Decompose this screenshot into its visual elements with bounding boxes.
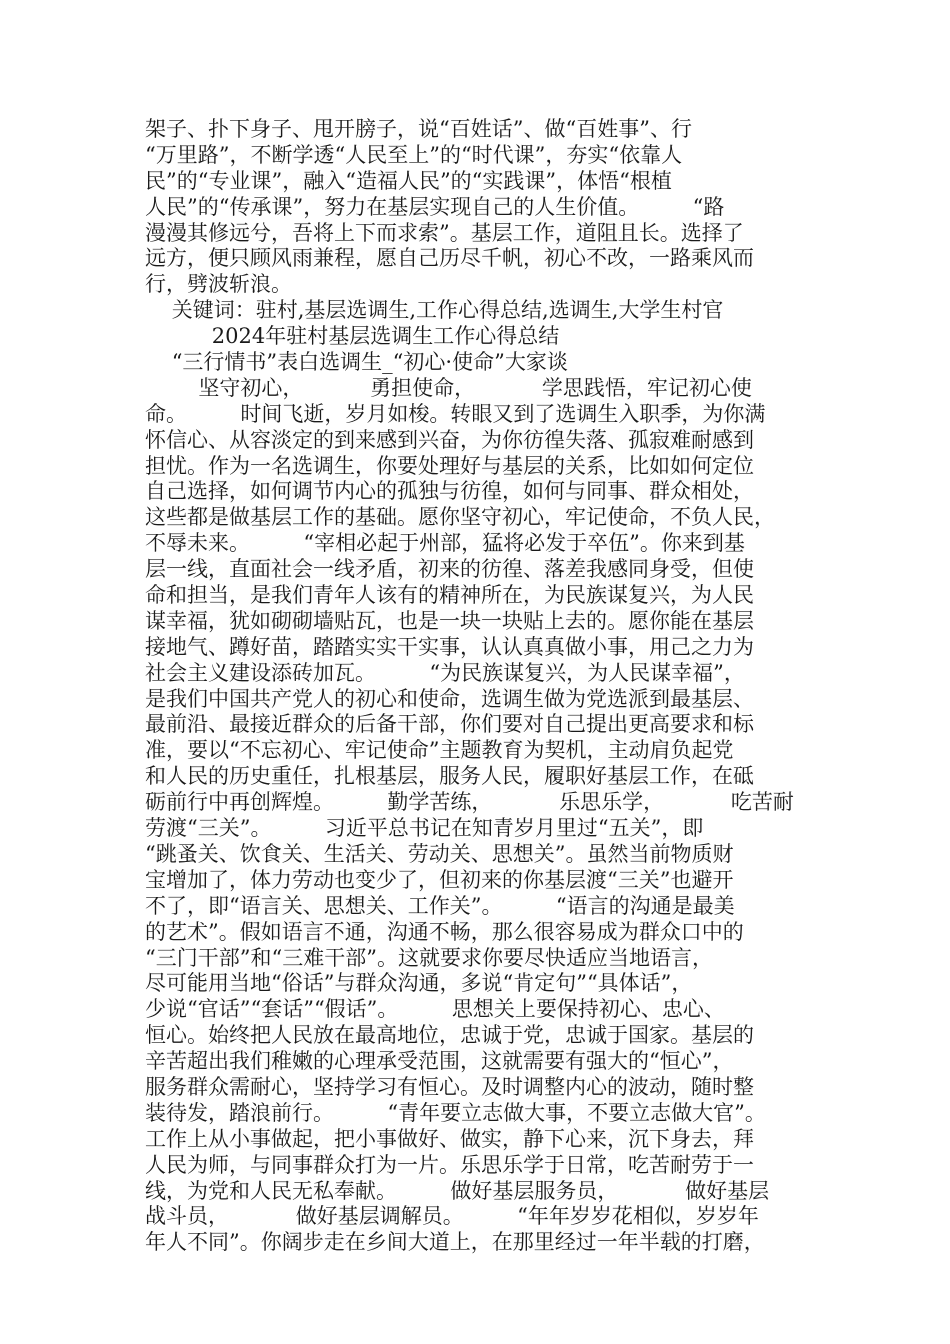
text-line: 和人民的历史重任，扎根基层，服务人民，履职好基层工作，在砥: [145, 764, 754, 789]
text-line: 战斗员， 做好基层调解员。 “年年岁岁花相似，岁岁年: [145, 1204, 759, 1229]
text-line: 社会主义建设添砖加瓦。 “为民族谋复兴，为人民谋幸福”，: [145, 660, 745, 685]
body-text: [145, 117, 815, 1256]
text-line: 尽可能用当地“俗话”与群众沟通，多说“肯定句”“具体话”，: [145, 971, 693, 996]
text-line: 人民为师，与同事群众打为一片。乐思乐学于日常，吃苦耐劳于一: [145, 1152, 754, 1177]
text-line: 民”的“专业课”，融入“造福人民”的“实践课”，体悟“根植: [145, 168, 672, 193]
text-line: 担忧。作为一名选调生，你要处理好与基层的关系，比如如何定位: [145, 453, 754, 478]
text-line: 行，劈波斩浪。: [145, 272, 292, 297]
text-line: 装待发，踏浪前行。 “青年要立志做大事，不要立志做大官”。: [145, 1100, 766, 1125]
text-line: 人民”的“传承课”，努力在基层实现自己的人生价值。 “路: [145, 194, 725, 219]
text-line: 是我们中国共产党人的初心和使命，选调生做为党选派到最基层、: [145, 686, 754, 711]
text-line: “跳蚤关、饮食关、生活关、劳动关、思想关”。虽然当前物质财: [145, 841, 734, 866]
text-line: 怀信心、从容淡定的到来感到兴奋，为你彷徨失落、孤寂难耐感到: [145, 427, 754, 452]
text-line: 最前沿、最接近群众的后备干部，你们要对自己提出更高要求和标: [145, 712, 754, 737]
text-line: 接地气、蹲好苗，踏踏实实干实事，认认真真做小事，用己之力为: [145, 634, 754, 659]
text-line: 自己选择，如何调节内心的孤独与彷徨，如何与同事、群众相处，: [145, 479, 754, 504]
text-line: 线，为党和人民无私奉献。 做好基层服务员， 做好基层: [145, 1178, 770, 1203]
text-line: 准，要以“不忘初心、牢记使命”主题教育为契机，主动肩负起党: [145, 738, 734, 763]
text-line: 架子、扑下身子、甩开膀子，说“百姓话”、做“百姓事”、行: [145, 117, 692, 141]
text-line: 宝增加了，体力劳动也变少了，但初来的你基层渡“三关”也避开: [145, 867, 734, 892]
text-line: 远方，便只顾风雨兼程，愿自己历尽千帆，初心不改，一路乘风而: [145, 246, 754, 271]
text-line: 谋幸福，犹如砌砌墙贴瓦，也是一块一块贴上去的。愿你能在基层: [145, 608, 754, 633]
text-line: 不辱未来。 “宰相必起于州部，猛将必发于卒伍”。你来到基: [145, 531, 745, 556]
text-line: 2024年驻村基层选调生工作心得总结: [145, 324, 560, 349]
text-line: “三门干部”和“三难干部”。这就要求你要尽快适应当地语言，: [145, 945, 713, 970]
text-line: 命。 时间飞逝，岁月如梭。转眼又到了选调生入职季，为你满: [145, 401, 766, 426]
text-line: 坚守初心， 勇担使命， 学思践悟，牢记初心使: [145, 375, 752, 400]
text-line: 劳渡“三关”。 习近平总书记在知青岁月里过“五关”，即: [145, 816, 704, 841]
text-line: 工作上从小事做起，把小事做好、做实，静下心来，沉下身去，拜: [145, 1126, 754, 1151]
text-line: 年人不同”。你阔步走在乡间大道上，在那里经过一年半载的打磨，: [145, 1230, 765, 1255]
text-line: 服务群众需耐心，坚持学习有恒心。及时调整内心的波动，随时整: [145, 1074, 754, 1099]
text-line: 命和担当，是我们青年人该有的精神所在，为民族谋复兴，为人民: [145, 583, 754, 608]
text-line: 的艺术”。假如语言不通，沟通不畅，那么很容易成为群众口中的: [145, 919, 744, 944]
text-line: 恒心。始终把人民放在最高地位，忠诚于党，忠诚于国家。基层的: [145, 1023, 754, 1048]
text-line: 砺前行中再创辉煌。 勤学苦练， 乐思乐学， 吃苦耐: [145, 790, 794, 815]
text-line: 层一线，直面社会一线矛盾，初来的彷徨、落差我感同身受，但使: [145, 557, 754, 582]
text-line: “万里路”，不断学透“人民至上”的“时代课”，夯实“依靠人: [145, 142, 683, 167]
text-line: 这些都是做基层工作的基础。愿你坚守初心，牢记使命，不负人民，: [145, 505, 775, 530]
text-line: 不了，即“语言关、思想关、工作关”。 “语言的沟通是最美: [145, 893, 735, 918]
text-line: 关键词：驻村,基层选调生,工作心得总结,选调生,大学生村官: [145, 298, 724, 323]
text-line: 少说“官话”“套话”“假话”。 思想关上要保持初心、忠心、: [145, 997, 725, 1022]
text-line: 辛苦超出我们稚嫩的心理承受范围，这就需要有强大的“恒心”，: [145, 1049, 734, 1074]
text-line: “三行情书”表白选调生_“初心·使命”大家谈: [145, 350, 568, 375]
text-line: 漫漫其修远兮，吾将上下而求索”。基层工作，道阻且长。选择了: [145, 220, 744, 245]
